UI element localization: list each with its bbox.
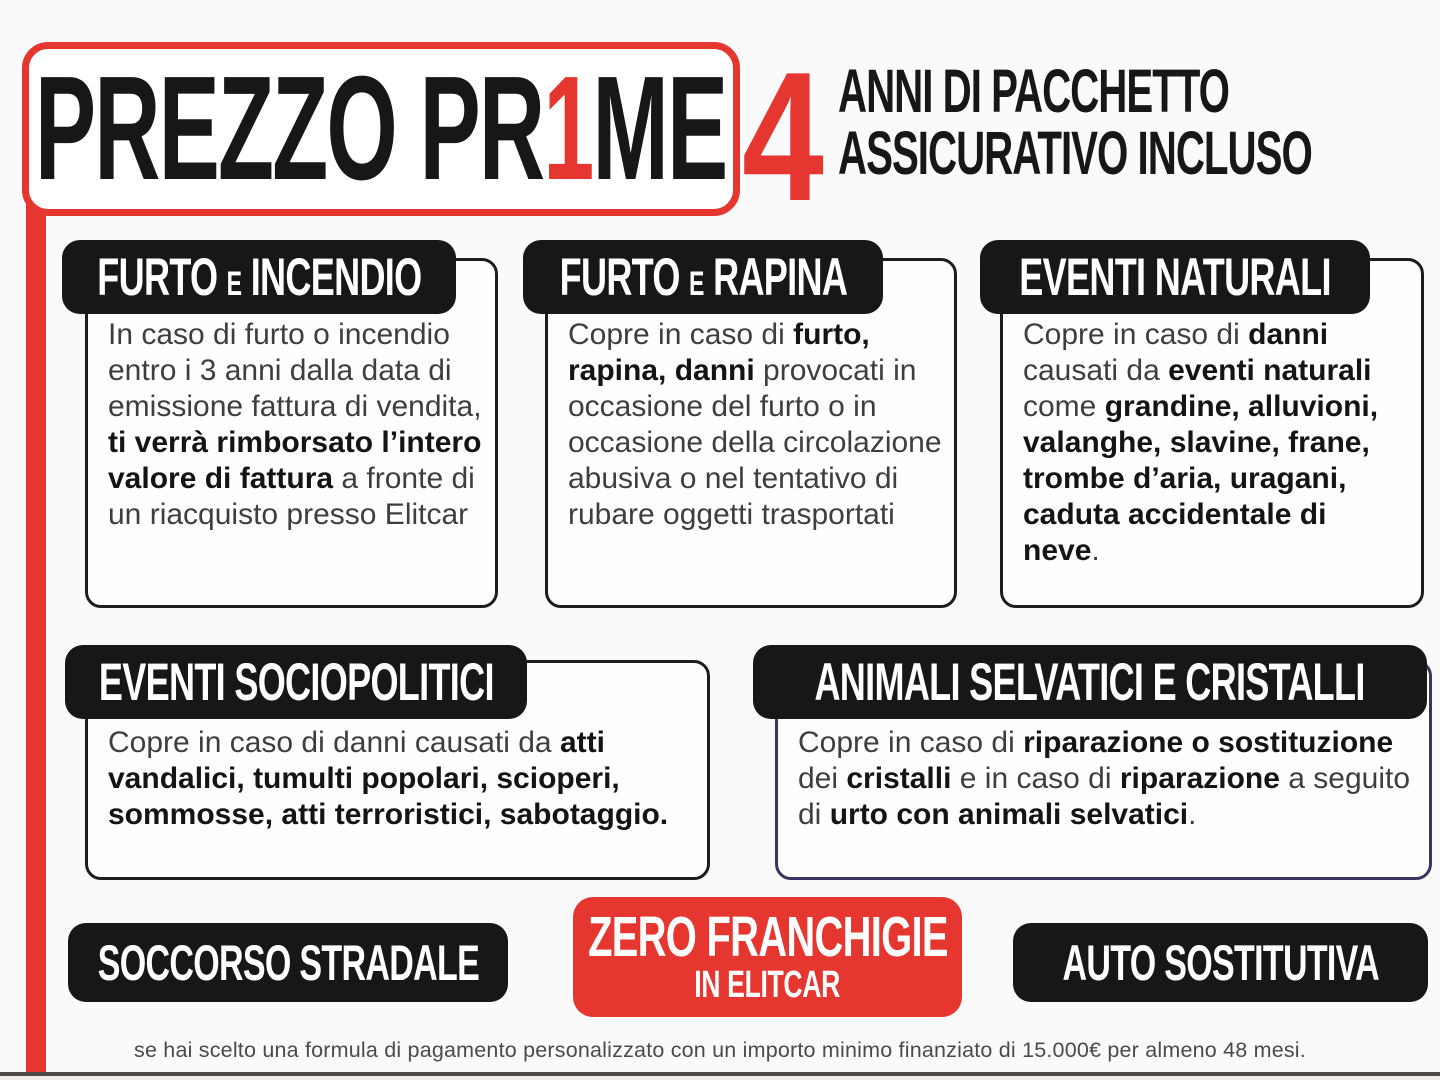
- card-animali-cristalli-text: Copre in caso di riparazione o sostituzione dei cristalli e in caso di riparazione a seguito di urto con animali selvatici.: [798, 726, 1411, 831]
- card-furto-incendio-header: FURTO E INCENDIO: [62, 240, 456, 314]
- header-subtitle: [838, 57, 1440, 187]
- badge-zero-franchigie: [573, 897, 962, 1017]
- badge-auto-sostitutiva: AUTO SOSTITUTIVA: [1013, 923, 1428, 1002]
- poster-title: PREZZO PR1ME: [35, 46, 727, 211]
- card-animali-cristalli-header: ANIMALI SELVATICI E CRISTALLI: [753, 645, 1427, 719]
- zero-franchigie-line-1: ZERO FRANCHIGIE: [587, 905, 948, 969]
- footer-disclaimer: se hai scelto una formula di pagamento personalizzato con un importo minimo finanziato di 15.000€ per almeno 48 mesi.: [134, 1038, 1306, 1062]
- card-furto-rapina-header: FURTO E RAPINA: [523, 240, 883, 314]
- card-furto-incendio-text: In caso di furto o incendio entro i 3 anni dalla data di emissione fattura di vendita, ti verrà rimborsato l’intero valore di fattura a fronte di un riacquisto presso Elitcar: [108, 318, 482, 531]
- prezzo-prime-title-box: [22, 42, 740, 216]
- card-eventi-naturali-text: Copre in caso di danni causati da eventi naturali come grandine, alluvioni, valanghe, slavine, frane, trombe d’aria, uragani, caduta accidentale di neve.: [1023, 318, 1379, 567]
- subtitle-line-1: ANNI DI PACCHETTO: [838, 57, 1230, 125]
- badge-soccorso-stradale: SOCCORSO STRADALE: [68, 923, 508, 1002]
- subtitle-line-2: ASSICURATIVO INCLUSO: [838, 119, 1312, 187]
- card-furto-rapina-text: Copre in caso di furto, rapina, danni provocati in occasione del furto o in occasione della circolazione abusiva o nel tentativo di rubare oggetti trasportati: [568, 318, 942, 531]
- card-eventi-sociopolitici-text: Copre in caso di danni causati da atti vandalici, tumulti popolari, scioperi, sommosse, atti terroristici, sabotaggio.: [108, 726, 669, 831]
- red-vertical-accent-bar: [26, 196, 46, 1072]
- years-number: 4: [742, 33, 821, 239]
- bottom-edge-strip: [0, 1076, 1440, 1080]
- card-eventi-naturali-header: EVENTI NATURALI: [980, 240, 1370, 314]
- zero-franchigie-line-2: IN ELITCAR: [694, 964, 841, 1006]
- card-eventi-sociopolitici-header: EVENTI SOCIOPOLITICI: [65, 645, 527, 719]
